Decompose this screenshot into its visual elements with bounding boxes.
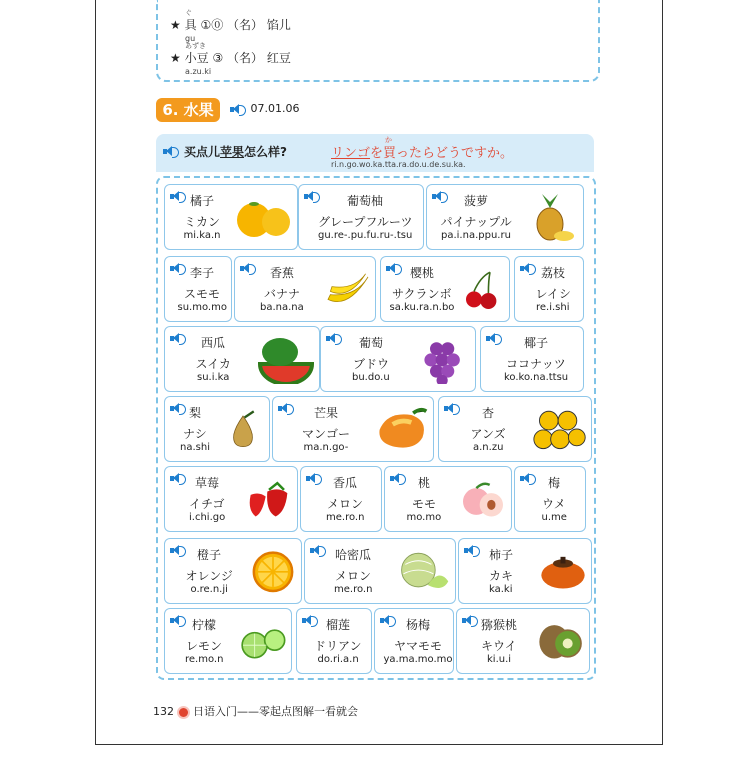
fruit-name-chinese: 李子: [190, 266, 215, 280]
speaker-icon[interactable]: [170, 473, 183, 484]
fruit-name-japanese: メロン: [335, 569, 372, 583]
vocab-word: 小豆: [184, 51, 209, 65]
fruit-name-chinese: 香瓜: [333, 476, 358, 490]
peach-icon: [458, 474, 508, 524]
fruit-name-chinese: 芒果: [314, 406, 339, 420]
accent-mark: ③: [212, 51, 224, 65]
book-page: [95, 0, 663, 745]
audio-track[interactable]: [230, 102, 299, 115]
fruit-romaji: me.ro.n: [334, 584, 373, 595]
part-of-speech: （名）: [227, 51, 264, 65]
fruit-card[interactable]: [320, 326, 476, 392]
watermelon-icon: [256, 334, 316, 384]
fruit-card[interactable]: [426, 184, 584, 250]
melon-icon: [396, 546, 452, 596]
fruit-name-japanese: ココナッツ: [506, 357, 566, 371]
vocab-word: 具: [184, 18, 197, 32]
speaker-icon[interactable]: [170, 615, 183, 626]
speaker-icon[interactable]: [302, 615, 315, 626]
fruit-name-chinese: 梅: [548, 476, 561, 490]
fruit-card[interactable]: [164, 256, 232, 322]
speaker-icon[interactable]: [520, 263, 533, 274]
fruit-name-japanese: オレンジ: [185, 569, 233, 583]
fruit-name-japanese: キウイ: [481, 639, 517, 653]
section-title: 6. 水果: [156, 98, 220, 122]
fruit-card[interactable]: [164, 466, 298, 532]
vocab-romaji: a.zu.ki: [185, 67, 212, 76]
fruit-name-chinese: 荔枝: [541, 266, 566, 280]
fruit-name-chinese: 橙子: [197, 548, 222, 562]
fruit-name-chinese: 菠萝: [464, 194, 489, 208]
fruit-romaji: a.n.zu: [473, 442, 504, 453]
fruit-name-japanese: モモ: [412, 497, 437, 511]
fruit-name-chinese: 榴莲: [326, 618, 351, 632]
fruit-name-japanese: ミカン: [184, 215, 221, 229]
fruit-card[interactable]: [514, 256, 584, 322]
pineapple-icon: [520, 192, 580, 242]
speaker-icon[interactable]: [462, 615, 475, 626]
fruit-name-japanese: レイシ: [535, 287, 571, 301]
vocab-box: [156, 0, 600, 82]
sentence-japanese: リンゴを買ったらどうですか。: [331, 146, 514, 161]
fruit-card[interactable]: [164, 396, 270, 462]
fruit-card[interactable]: [164, 608, 292, 674]
furigana: あずき: [185, 42, 206, 50]
fruit-name-chinese: 哈密瓜: [335, 548, 372, 562]
fruit-name-japanese: バナナ: [264, 287, 301, 301]
star-icon: ★: [170, 18, 181, 32]
fruit-name-chinese: 椰子: [524, 336, 549, 350]
speaker-icon[interactable]: [240, 263, 253, 274]
speaker-icon[interactable]: [304, 191, 317, 202]
flower-icon: [179, 708, 188, 717]
fruit-card[interactable]: [514, 466, 586, 532]
strawberry-icon: [244, 474, 294, 524]
fruit-name-japanese: レモン: [186, 639, 223, 653]
fruit-name-chinese: 杨梅: [406, 618, 431, 632]
fruit-romaji: mi.ka.n: [183, 230, 221, 241]
fruit-card[interactable]: [272, 396, 434, 462]
grape-icon: [416, 334, 472, 384]
fruit-card[interactable]: [234, 256, 376, 322]
fruit-romaji: do.ri.a.n: [317, 654, 359, 665]
part-of-speech: （名）: [227, 18, 264, 32]
speaker-icon[interactable]: [326, 333, 339, 344]
speaker-icon[interactable]: [390, 473, 403, 484]
fruit-name-chinese: 葡萄: [359, 336, 384, 350]
fruit-romaji: na.shi: [180, 442, 210, 453]
sentence-romaji: ri.n.go.wo.ka.tta.ra.do.u.de.su.ka.: [331, 160, 466, 169]
fruit-card[interactable]: [480, 326, 584, 392]
fruit-romaji: ki.u.i: [487, 654, 512, 665]
fruit-card[interactable]: [456, 608, 590, 674]
speaker-icon[interactable]: [386, 263, 399, 274]
fruit-romaji: re.i.shi: [536, 302, 570, 313]
track-number: 07.01.06: [250, 102, 300, 115]
fruit-name-japanese: ドリアン: [314, 639, 362, 653]
sentence-chinese: 买点儿苹果怎么样?: [184, 145, 287, 159]
fruit-name-japanese: サクランボ: [392, 287, 452, 301]
vocab-romaji: gu: [185, 34, 196, 43]
speaker-icon[interactable]: [306, 473, 319, 484]
fruit-romaji: sa.ku.ra.n.bo: [389, 302, 455, 313]
fruit-name-chinese: 杏: [482, 406, 495, 420]
fruit-card[interactable]: [164, 538, 302, 604]
fruit-name-chinese: 桃: [418, 476, 431, 490]
speaker-icon[interactable]: [444, 403, 457, 414]
fruit-name-japanese: グレープフルーツ: [318, 215, 413, 229]
pear-icon: [220, 404, 266, 454]
banana-icon: [324, 264, 372, 314]
persimmon-icon: [538, 546, 588, 596]
fruit-name-chinese: 柠檬: [192, 618, 217, 632]
fruit-card[interactable]: [458, 538, 592, 604]
fruit-card[interactable]: [298, 184, 424, 250]
fruit-romaji: i.chi.go: [189, 512, 226, 523]
cherry-icon: [458, 264, 506, 314]
fruit-name-chinese: 香蕉: [270, 266, 295, 280]
fruit-vocab-grid: [156, 176, 596, 680]
speaker-icon[interactable]: [464, 545, 477, 556]
fruit-card[interactable]: [164, 326, 320, 392]
fruit-romaji: ba.na.na: [260, 302, 304, 313]
fruit-card[interactable]: [296, 608, 372, 674]
fruit-romaji: pa.i.na.ppu.ru: [441, 230, 511, 241]
fruit-romaji: ya.ma.mo.mo: [383, 654, 453, 665]
speaker-icon[interactable]: [432, 191, 445, 202]
kiwi-icon: [536, 616, 586, 666]
fruit-romaji: su.mo.mo: [177, 302, 227, 313]
fruit-card[interactable]: [374, 608, 454, 674]
apricot-icon: [532, 404, 588, 454]
fruit-romaji: ko.ko.na.ttsu: [504, 372, 569, 383]
fruit-name-japanese: ナシ: [183, 427, 207, 441]
fruit-name-japanese: ヤマモモ: [394, 639, 443, 653]
speaker-icon[interactable]: [170, 191, 183, 202]
fruit-name-japanese: アンズ: [470, 427, 506, 441]
fruit-name-chinese: 梨: [189, 406, 202, 420]
fruit-romaji: o.re.n.ji: [190, 584, 228, 595]
furigana: か: [385, 136, 392, 144]
fruit-name-japanese: イチゴ: [189, 497, 225, 511]
fruit-name-chinese: 葡萄柚: [347, 194, 384, 208]
fruit-name-japanese: パイナップル: [440, 215, 512, 229]
page-number: 132: [153, 705, 174, 718]
fruit-romaji: gu.re-.pu.fu.ru-.tsu: [318, 230, 413, 241]
speaker-icon[interactable]: [486, 333, 499, 344]
fruit-card[interactable]: [164, 184, 298, 250]
furigana: ぐ: [185, 9, 192, 17]
speaker-icon[interactable]: [170, 403, 183, 414]
speaker-icon[interactable]: [310, 545, 323, 556]
speaker-icon[interactable]: [170, 263, 183, 274]
mango-icon: [374, 404, 430, 454]
fruit-romaji: re.mo.n: [185, 654, 224, 665]
vocab-meaning: 红豆: [266, 51, 291, 65]
lime-icon: [238, 616, 288, 666]
speaker-icon[interactable]: [170, 545, 183, 556]
speaker-icon[interactable]: [170, 333, 183, 344]
fruit-name-japanese: メロン: [327, 497, 364, 511]
fruit-romaji: me.ro.n: [326, 512, 365, 523]
fruit-name-japanese: カキ: [489, 569, 514, 583]
accent-mark: ①⓪: [200, 18, 224, 32]
fruit-name-chinese: 猕猴桃: [481, 618, 518, 632]
orange-fruit-icon: [234, 192, 294, 242]
vocab-item-azuki: [170, 42, 291, 76]
fruit-name-chinese: 樱桃: [410, 266, 435, 280]
speaker-icon[interactable]: [380, 615, 393, 626]
fruit-card[interactable]: [304, 538, 456, 604]
fruit-name-japanese: ウメ: [542, 497, 566, 511]
fruit-name-japanese: ブドウ: [353, 357, 390, 371]
fruit-romaji: ma.n.go-: [303, 442, 349, 453]
orange-slice-icon: [248, 546, 298, 596]
fruit-name-japanese: スモモ: [184, 287, 221, 301]
speaker-icon[interactable]: [278, 403, 291, 414]
fruit-name-chinese: 柿子: [489, 548, 514, 562]
fruit-romaji: u.me: [541, 512, 567, 523]
fruit-romaji: bu.do.u: [352, 372, 390, 383]
page-footer: [153, 703, 358, 719]
fruit-name-japanese: スイカ: [195, 357, 231, 371]
fruit-card[interactable]: [438, 396, 592, 462]
speaker-icon[interactable]: [230, 104, 243, 115]
speaker-icon[interactable]: [163, 146, 176, 157]
fruit-name-chinese: 西瓜: [201, 336, 226, 350]
fruit-name-japanese: マンゴー: [302, 427, 351, 441]
example-sentence-bar: [156, 134, 594, 172]
vocab-item-gu: [170, 9, 291, 43]
fruit-romaji: su.i.ka: [197, 372, 230, 383]
fruit-card[interactable]: [384, 466, 512, 532]
fruit-name-chinese: 橘子: [190, 194, 215, 208]
fruit-card[interactable]: [300, 466, 382, 532]
speaker-icon[interactable]: [520, 473, 533, 484]
vocab-meaning: 馅儿: [266, 18, 291, 32]
book-title: 日语入门——零起点图解一看就会: [193, 705, 358, 718]
fruit-romaji: ka.ki: [489, 584, 513, 595]
fruit-romaji: mo.mo: [406, 512, 442, 523]
fruit-name-chinese: 草莓: [195, 476, 220, 490]
star-icon: ★: [170, 51, 181, 65]
fruit-card[interactable]: [380, 256, 510, 322]
